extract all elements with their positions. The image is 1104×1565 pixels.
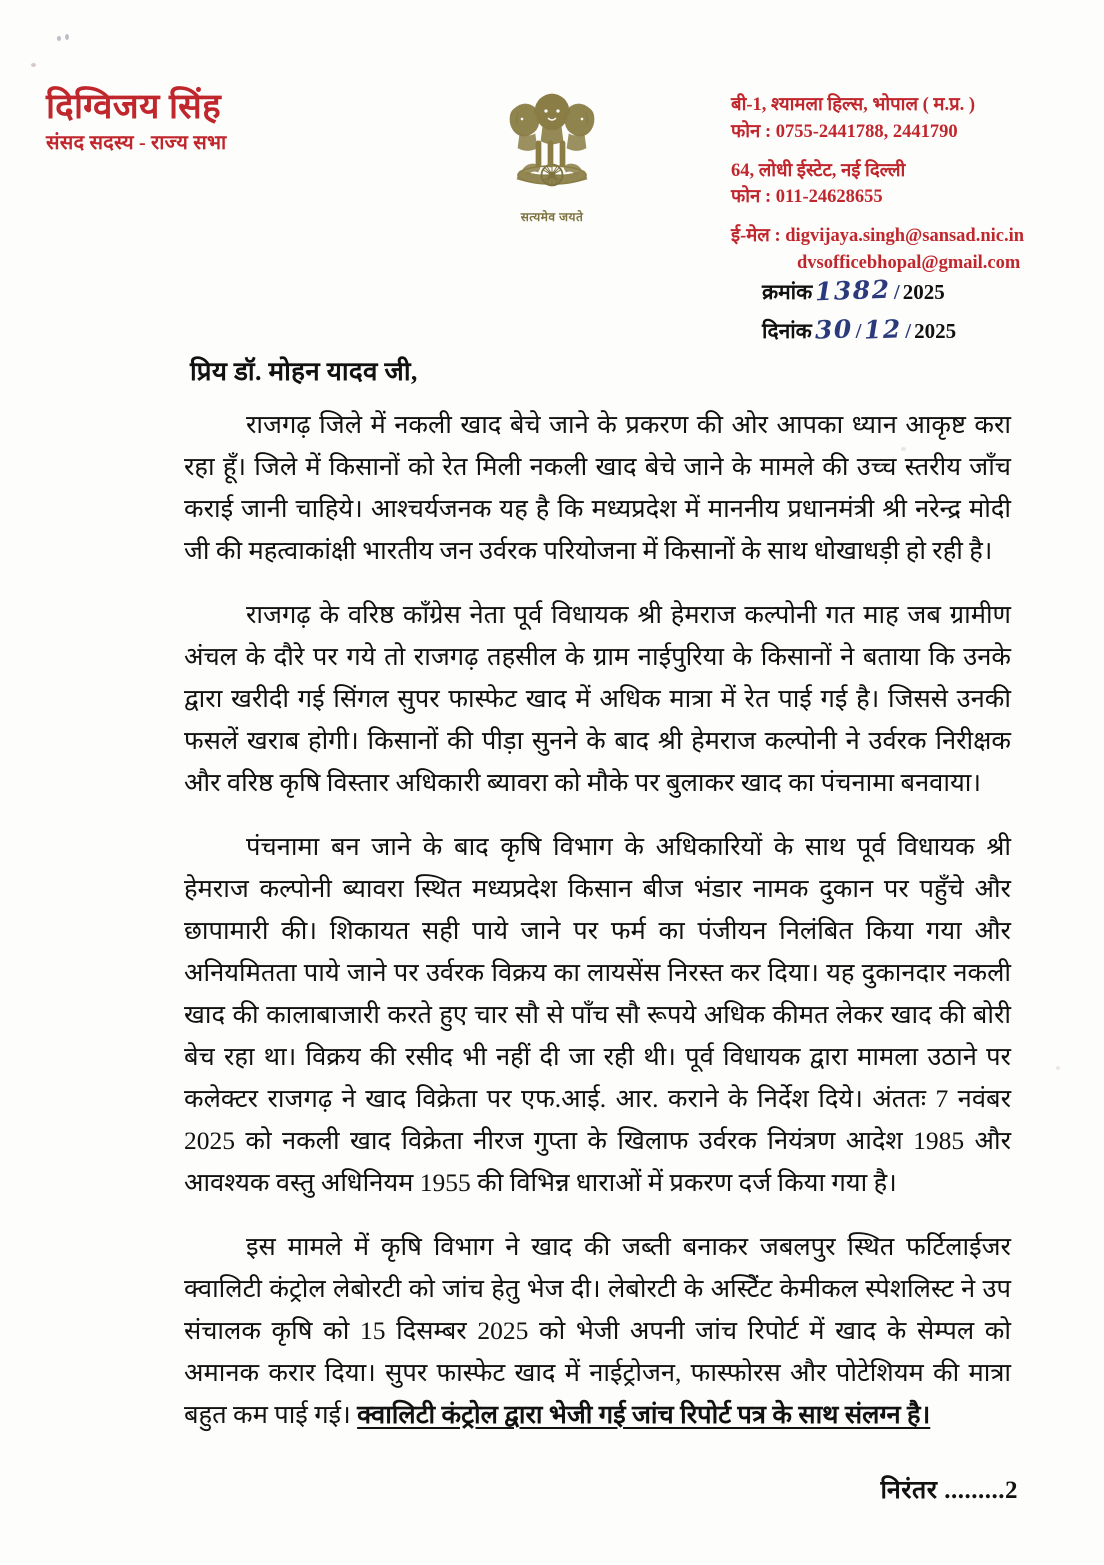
sender-designation: संसद सदस्य - राज्य सभा bbox=[46, 132, 227, 154]
letter-body bbox=[184, 404, 1011, 1436]
delhi-phone: फोन : 011-24628655 bbox=[731, 187, 883, 208]
ashoka-lion-capital-icon bbox=[496, 75, 608, 207]
delhi-address: 64, लोधी ईस्टेट, नई दिल्ली bbox=[731, 160, 906, 181]
sender-name: दिग्विजय सिंह bbox=[46, 87, 222, 126]
paragraph-4-text: इस मामले में कृषि विभाग ने खाद की जब्ती बनाकर जबलपुर स्थित फर्टिलाईजर क्वालिटी कंट्रोल लेबोरटी को जांच हेतु भेज दी। लेबोरटी के अस्टिेंट केमीकल स्पेशलिस्ट ने उप संचालक कृषि को 15 दिसम्बर 2025 को भेजी अपनी जांच रिपोर्ट में खाद के सेम्पल को अमानक करार दिया। सुपर फास्फेट खाद में नाईट्रोजन, फास्फोरस और पोटेशियम की मात्रा बहुत कम पाई गई। bbox=[184, 1232, 1011, 1429]
contact-block bbox=[731, 92, 1024, 277]
delhi-office bbox=[731, 158, 1024, 212]
reference-label: क्रमांक bbox=[762, 280, 813, 304]
bhopal-phone: फोन : 0755-2441788, 2441790 bbox=[731, 121, 958, 142]
email-secondary: dvsofficebhopal@gmail.com bbox=[797, 253, 1021, 274]
email-block bbox=[731, 223, 1024, 277]
paragraph-1: राजगढ़ जिले में नकली खाद बेचे जाने के प्रकरण की ओर आपका ध्यान आकृष्ट करा रहा हूँ। जिले में किसानों को रेत मिली नकली खाद बेचे जाने के मामले की उच्च स्तरीय जाँच कराई जानी चाहिये। आश्चर्यजनक यह है कि मध्यप्रदेश में माननीय प्रधानमंत्री श्री नरेन्द्र मोदी जी की महत्वाकांक्षी भारतीय जन उर्वरक परियोजना में किसानों के साथ धोखाधड़ी हो रही है। bbox=[184, 410, 1011, 565]
paragraph-2: राजगढ़ के वरिष्ठ काँग्रेस नेता पूर्व विधायक श्री हेमराज कल्पोनी गत माह जब ग्रामीण अंचल के दौरे पर गये तो राजगढ़ तहसील के ग्राम नाईपुरिया के किसानों ने बताया कि उनके द्वारा खरीदी गई सिंगल सुपर फास्फेट खाद में अधिक मात्रा में रेत पाई गई है। जिससे उनकी फसलें खराब होगी। किसानों की पीड़ा सुनने के बाद श्री हेमराज कल्पोनी ने उर्वरक निरीक्षक और वरिष्ठ कृषि विस्तार अधिकारी ब्यावरा को मौके पर बुलाकर खाद का पंचनामा बनवाया। bbox=[184, 600, 1011, 797]
reference-slash: / bbox=[893, 280, 900, 304]
emblem-motto: सत्यमेव जयते bbox=[520, 210, 584, 224]
reference-year: 2025 bbox=[902, 280, 945, 304]
email-primary: ई-मेल : digvijaya.singh@sansad.nic.in bbox=[731, 226, 1025, 247]
date-slash-1: / bbox=[855, 318, 862, 343]
paragraph-3: पंचनामा बन जाने के बाद कृषि विभाग के अधिकारियों के साथ पूर्व विधायक श्री हेमराज कल्पोनी ब्यावरा स्थित मध्यप्रदेश किसान बीज भंडार नामक दुकान पर पहुँचे और छापामारी की। शिकायत सही पाये जाने पर फर्म का पंजीयन निलंबित किया गया और अनियमितता पाये जाने पर उर्वरक विक्रय का लायसेंस निरस्त कर दिया। यह दुकानदार नकली खाद की कालाबाजारी करते हुए चार सौ से पाँच सौ रूपये अधिक कीमत लेकर खाद की बोरी बेच रहा था। विक्रय की रसीद भी नहीं दी जा रही थी। पूर्व विधायक द्वारा मामला उठाने पर कलेक्टर राजगढ़ ने खाद विक्रेता पर एफ.आई. आर. कराने के निर्देश दिये। अंततः 7 नवंबर 2025 को नकली खाद विक्रेता नीरज गुप्ता के खिलाफ उर्वरक नियंत्रण आदेश 1985 और आवश्यक वस्तु अधिनियम 1955 की विभिन्न धाराओं में प्रकरण दर्ज किया गया है। bbox=[184, 832, 1011, 1197]
india-state-emblem bbox=[487, 75, 617, 235]
date-year: 2025 bbox=[914, 318, 957, 343]
date-slash-2: / bbox=[905, 318, 912, 343]
paragraph-4 bbox=[184, 1226, 1011, 1436]
continuation-marker: निरंतर .........2 bbox=[880, 1477, 1018, 1504]
date-row bbox=[762, 311, 956, 350]
reference-row bbox=[762, 272, 956, 311]
date-label: दिनांक bbox=[762, 318, 812, 343]
letterhead bbox=[0, 0, 1104, 345]
date-day-handwritten: 30 bbox=[814, 314, 854, 345]
scan-artifact bbox=[1056, 1066, 1060, 1070]
date-month-handwritten: 12 bbox=[863, 314, 903, 345]
reference-date-block bbox=[762, 272, 956, 350]
salutation: प्रिय डॉ. मोहन यादव जी, bbox=[190, 357, 418, 386]
bhopal-address: बी-1, श्यामला हिल्स, भोपाल ( म.प्र. ) bbox=[731, 95, 976, 115]
bhopal-office bbox=[731, 92, 1024, 146]
reference-number-handwritten: 1382 bbox=[814, 274, 892, 307]
paragraph-4-emphasis: क्वालिटी कंट्रोल द्वारा भेजी गई जांच रिपोर्ट पत्र के साथ संलग्न है। bbox=[357, 1400, 931, 1429]
